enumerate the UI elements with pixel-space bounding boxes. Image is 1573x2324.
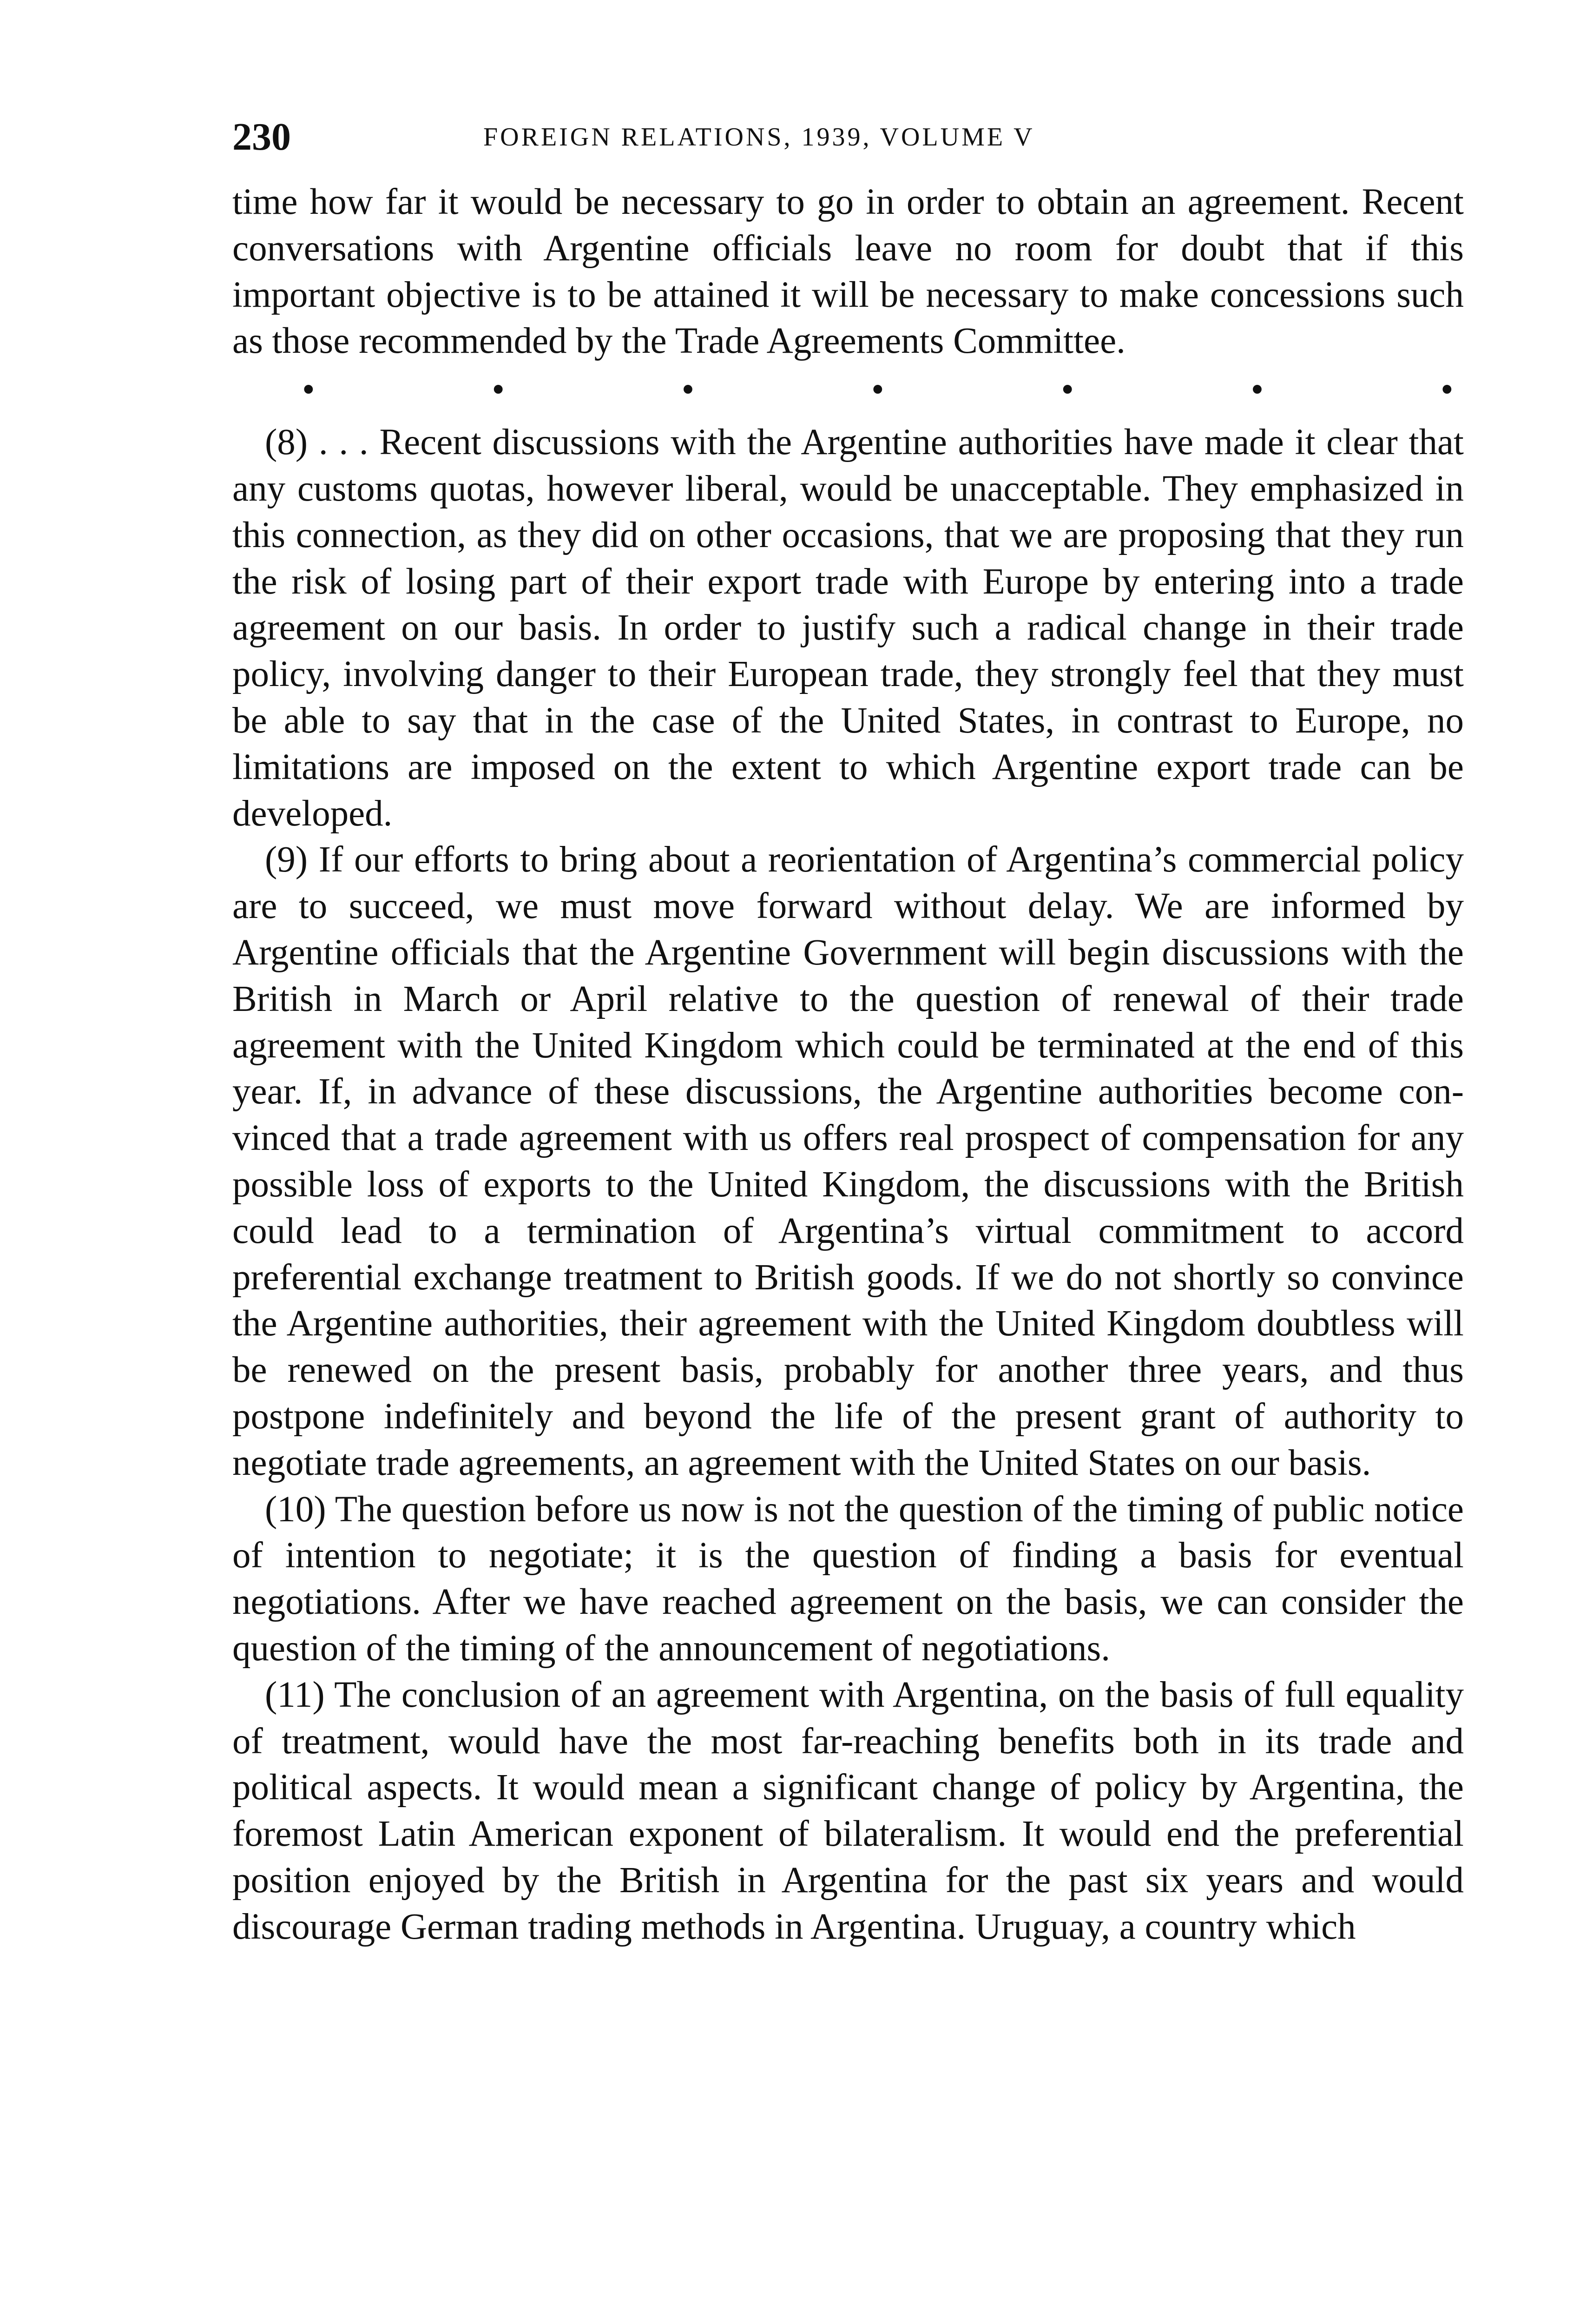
ellipsis-dot: • (492, 370, 505, 410)
omission-ellipsis (232, 364, 1464, 416)
ellipsis-dot: • (1061, 370, 1074, 410)
paragraph-11: (11) The conclusion of an agreement with Argentina, on the basis of full equality of treatment, would have the most far-reaching benefits both in its trade and political aspects. It would mean a significant change of policy by Argentina, the foremost Latin American exponent of bilateralism. It would end the preferential position enjoyed by the British in Argentina for the past six years and would discourage German trading methods in Argentina. Uruguay, a country which (232, 1674, 1464, 1947)
paragraph-8: (8) . . . Recent discussions with the Argentine authorities have made it clear that any customs quotas, however liberal, would be unacceptable. They emphasized in this connection, as they did on other occasions, that we are proposing that they run the risk of losing part of their export trade with Europe by entering into a trade agreement on our basis. In order to justify such a radical change in their trade policy, involving danger to their European trade, they strongly feel that they must be able to say that in the case of the United States, in contrast to Europe, no limitations are imposed on the extent to which Argentine export trade can be developed. (232, 422, 1464, 834)
ellipsis-dot: • (681, 370, 695, 410)
ellipsis-dot: • (871, 370, 884, 410)
ellipsis-dot: • (1440, 370, 1454, 410)
page-number: 230 (232, 115, 291, 158)
ellipsis-dot: • (302, 370, 315, 410)
running-head (232, 114, 1464, 160)
ellipsis-dot: • (1251, 370, 1264, 410)
paragraph-10: (10) The question before us now is not the question of the timing of public notice of intention to negotiate; it is the question of finding a basis for eventual negotiations. After we have reached agreement on the basis, we can consider the question of the timing of the announcement of negotiations. (232, 1489, 1464, 1669)
document-page (232, 114, 1464, 1950)
paragraph-9: (9) If our efforts to bring about a reorientation of Argentina’s commercial policy are to succeed, we must move forward without delay. We are informed by Argentine officials that the Argentine Government will begin discussions with the British in March or April relative to the question of renewal of their trade agreement with the United Kingdom which could be terminated at the end of this year. If, in advance of these discussions, the Argentine authorities become convinced that a trade agreement with us offers real prospect of compensation for any possible loss of exports to the United Kingdom, the discussions with the British could lead to a termination of Argentina’s virtual commitment to accord preferential exchange treatment to British goods. If we do not shortly so convince the Argentine authorities, their agreement with the United Kingdom doubtless will be renewed on the present basis, probably for another three years, and thus postpone indefinitely and beyond the life of the present grant of authority to negotiate trade agreements, an agreement with the United States on our basis. (232, 839, 1464, 1483)
paragraph-continued: time how far it would be necessary to go in order to obtain an agreement. Recent conversations with Argentine officials leave no room for doubt that if this important objective is to be attained it will be necessary to make concessions such as those recommended by the Trade Agreements Committee. (232, 182, 1464, 362)
running-head-title: FOREIGN RELATIONS, 1939, VOLUME V (483, 123, 1035, 152)
